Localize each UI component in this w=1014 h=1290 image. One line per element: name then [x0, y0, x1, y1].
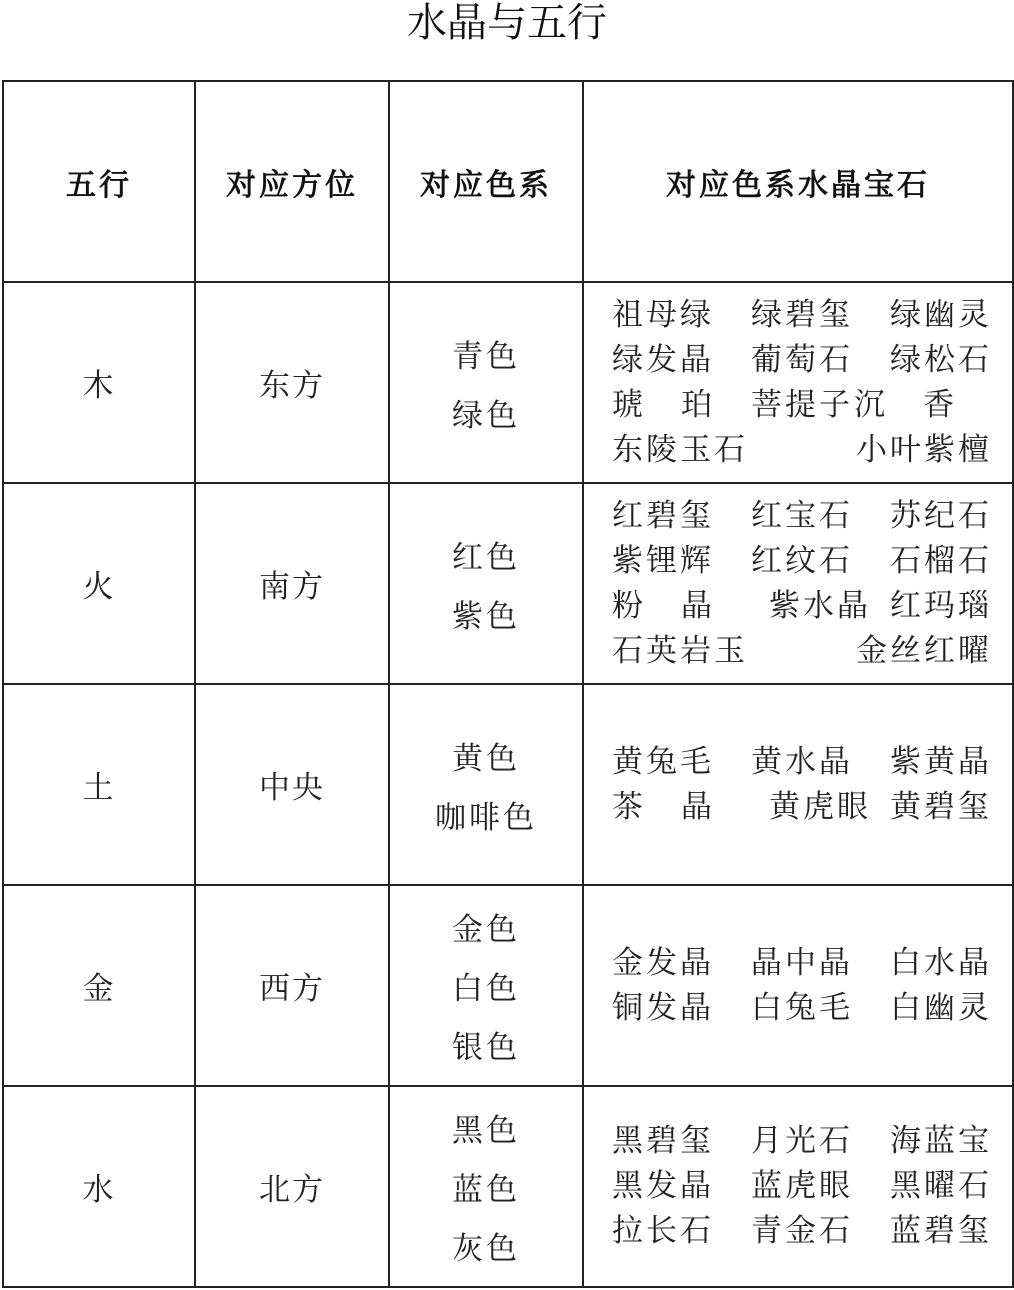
element-cell: 土 — [3, 684, 195, 885]
table-header-row — [3, 81, 1013, 282]
color-name: 金色 — [452, 912, 520, 948]
header-element: 五行 — [3, 81, 195, 282]
color-name: 银色 — [452, 1030, 520, 1066]
gemstone-name: 东陵玉石 — [612, 431, 748, 468]
gemstone-line — [612, 990, 992, 1027]
direction-cell: 东方 — [195, 282, 389, 483]
gemstone-name: 粉晶 — [612, 587, 750, 624]
gemstone-line — [612, 498, 992, 535]
color-name: 白色 — [452, 971, 520, 1007]
color-name: 青色 — [452, 338, 520, 375]
gemstone-list — [584, 744, 1012, 826]
gemstone-line — [612, 744, 992, 781]
gemstone-line — [612, 387, 992, 424]
gemstone-line — [612, 342, 992, 379]
gemstone-name: 白幽灵 — [890, 989, 992, 1026]
gemstone-name: 沉香 — [854, 386, 992, 423]
gemstone-line — [612, 297, 992, 334]
gemstone-name: 铜发晶 — [612, 989, 714, 1026]
color-family-cell — [389, 282, 583, 483]
gemstone-name: 海蓝宝 — [890, 1123, 992, 1159]
element-cell: 火 — [3, 483, 195, 684]
color-family-cell — [389, 684, 583, 885]
color-name: 蓝色 — [452, 1172, 520, 1208]
gemstone-name: 苏纪石 — [890, 497, 992, 534]
gemstone-line — [612, 633, 992, 670]
gemstone-name: 红宝石 — [751, 497, 853, 534]
gemstone-name: 琥珀 — [612, 386, 750, 423]
gemstone-line — [612, 1168, 992, 1205]
gemstone-name: 葡萄石 — [751, 341, 853, 378]
gemstone-name: 菩提子 — [751, 386, 853, 423]
gemstones-cell — [583, 885, 1013, 1086]
color-family-cell — [389, 483, 583, 684]
direction-cell: 西方 — [195, 885, 389, 1086]
gemstone-line — [612, 945, 992, 982]
gemstones-cell — [583, 282, 1013, 483]
color-name: 红色 — [452, 539, 520, 576]
gemstone-name: 石榴石 — [890, 542, 992, 579]
gemstone-name: 红碧玺 — [612, 497, 714, 534]
gemstone-line — [612, 789, 992, 826]
table-row — [3, 483, 1013, 684]
gemstone-name: 黑发晶 — [612, 1168, 714, 1204]
gemstone-name: 白兔毛 — [751, 989, 853, 1026]
color-list — [390, 532, 582, 636]
gemstone-line — [612, 1213, 992, 1250]
gemstone-name: 蓝碧玺 — [890, 1213, 992, 1249]
gemstone-name: 黄虎眼 — [769, 788, 871, 825]
gemstone-name: 茶晶 — [612, 788, 750, 825]
gemstone-name: 白水晶 — [890, 944, 992, 981]
gemstone-list — [584, 498, 1012, 670]
gemstone-name: 拉长石 — [612, 1213, 714, 1249]
gemstone-name: 晶中晶 — [751, 944, 853, 981]
color-name: 灰色 — [452, 1231, 520, 1267]
color-name: 紫色 — [452, 598, 520, 635]
gemstone-list — [584, 1123, 1012, 1250]
color-name: 黑色 — [452, 1113, 520, 1149]
gemstone-name: 黄碧玺 — [890, 788, 992, 825]
page-title: 水晶与五行 — [407, 0, 607, 46]
color-family-cell — [389, 1086, 583, 1287]
gemstone-list — [584, 297, 1012, 469]
element-cell: 金 — [3, 885, 195, 1086]
gemstone-name: 紫锂辉 — [612, 542, 714, 579]
table-body — [3, 282, 1013, 1287]
gemstone-name: 月光石 — [751, 1123, 853, 1159]
header-direction: 对应方位 — [195, 81, 389, 282]
gemstone-name: 红玛瑙 — [890, 587, 992, 624]
gemstone-name: 黄兔毛 — [612, 743, 714, 780]
color-list — [390, 331, 582, 435]
table-row — [3, 684, 1013, 885]
gemstone-name: 绿碧玺 — [751, 296, 853, 333]
gemstone-name: 小叶紫檀 — [856, 431, 992, 468]
direction-cell: 中央 — [195, 684, 389, 885]
table-row — [3, 282, 1013, 483]
gemstone-line — [612, 588, 992, 625]
color-name: 黄色 — [452, 740, 520, 777]
element-cell: 木 — [3, 282, 195, 483]
gemstone-name: 石英岩玉 — [612, 632, 748, 669]
gemstone-name: 绿发晶 — [612, 341, 714, 378]
crystal-five-elements-table — [2, 80, 1014, 1288]
table-row — [3, 885, 1013, 1086]
color-list — [390, 904, 582, 1067]
gemstones-cell — [583, 1086, 1013, 1287]
color-name: 咖啡色 — [435, 799, 537, 836]
gemstone-line — [612, 543, 992, 580]
color-list — [390, 733, 582, 837]
gemstone-name: 祖母绿 — [612, 296, 714, 333]
header-gemstones: 对应色系水晶宝石 — [583, 81, 1013, 282]
gemstone-name: 金发晶 — [612, 944, 714, 981]
gemstone-name: 蓝虎眼 — [751, 1168, 853, 1204]
element-cell: 水 — [3, 1086, 195, 1287]
gemstone-name: 黄水晶 — [751, 743, 853, 780]
table-row — [3, 1086, 1013, 1287]
gemstones-cell — [583, 483, 1013, 684]
direction-cell: 南方 — [195, 483, 389, 684]
gemstone-line — [612, 432, 992, 469]
gemstone-name: 绿松石 — [890, 341, 992, 378]
gemstone-line — [612, 1123, 992, 1160]
direction-cell: 北方 — [195, 1086, 389, 1287]
gemstone-name: 青金石 — [751, 1213, 853, 1249]
header-color-family: 对应色系 — [389, 81, 583, 282]
gemstone-name: 黑曜石 — [890, 1168, 992, 1204]
gemstones-cell — [583, 684, 1013, 885]
color-name: 绿色 — [452, 397, 520, 434]
gemstone-name: 紫水晶 — [769, 587, 871, 624]
gemstone-name: 绿幽灵 — [890, 296, 992, 333]
color-list — [390, 1105, 582, 1268]
gemstone-list — [584, 945, 1012, 1027]
gemstone-name: 红纹石 — [751, 542, 853, 579]
gemstone-name: 黑碧玺 — [612, 1123, 714, 1159]
gemstone-name: 紫黄晶 — [890, 743, 992, 780]
gemstone-name: 金丝红曜 — [856, 632, 992, 669]
color-family-cell — [389, 885, 583, 1086]
